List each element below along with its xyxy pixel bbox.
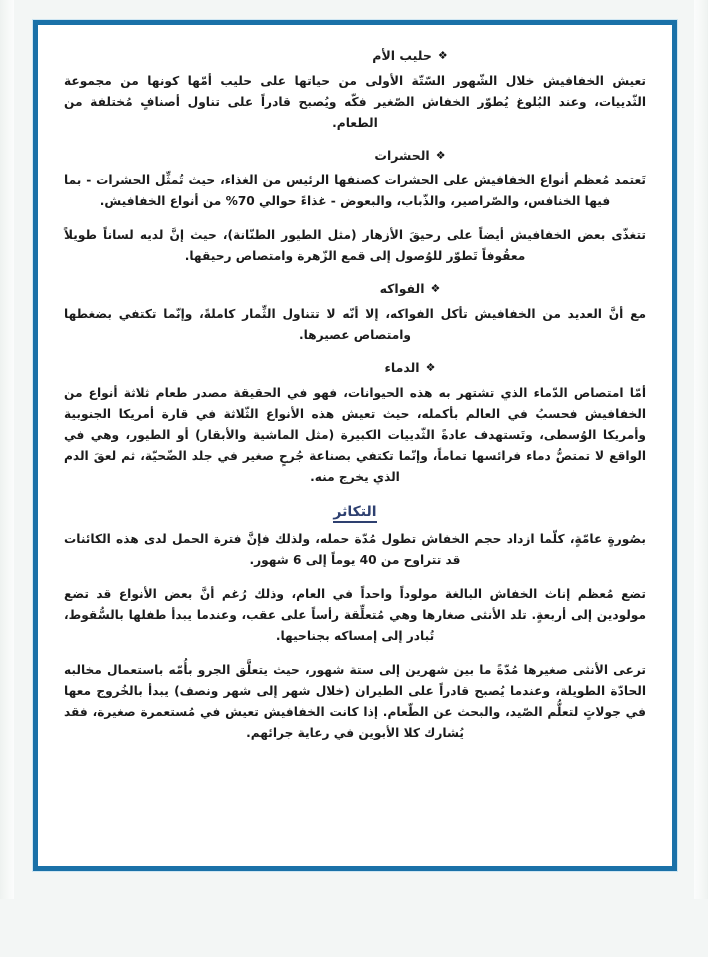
- paragraph-blood-1: أمّا امتصاص الدّماء الذي تشتهر به هذه الحيوانات، فهو في الحقيقة مصدر طعام ثلاثة أنواع من الخفافيش فحسبُ في العالم بأكمله، حيث تعيش هذه الأنواع الثّلاثة في قارة أمريكا الجنوبية وأمريكا الوُسطى، وتَستهدف عادةً الثّدييات الكبيرة (مثل الماشية والأبقار) أو الطيور، وهي في الواقع لا تمتصُّ دماء فرائسها تماماً، وإنّما تكتفي بصناعة جُرحٍ صغير في جلد الضّحيّة، ثم لعقَ الدم الذي يخرج منه.: [64, 385, 646, 484]
- paragraph-reproduction-3: ترعى الأنثى صغيرها مُدّةً ما بين شهرين إلى ستة شهور، حيث يتعلَّق الجرو بأُمّه باستعمال مخالبه الحادّة الطويلة، وعندما يُصبح قادراً على الطيران (خلال شهر إلى شهر ونصف) يبدأ بالخُروج معها في جولاتٍ لتعلُّم الصّيد، والبحث عن الطّعام. إذا كانت الخفافيش تعيش في مُستعمرة صغيرة، فقد يُشارك كلا الأبوين في رعاية جرائهم.: [64, 662, 646, 740]
- section-heading-reproduction: [64, 504, 646, 520]
- bullet-heading-label: حليب الأم: [372, 48, 432, 63]
- bullet-heading-blood: [64, 359, 646, 378]
- section-heading-reproduction-label: التكاثر: [333, 504, 376, 523]
- bullet-heading-fruits: [64, 280, 646, 299]
- bullet-heading-insects: [64, 147, 646, 166]
- document-sheet: [33, 20, 677, 871]
- paragraph-reproduction-2: تضع مُعظم إناث الخفاش البالغة مولوداً واحداً في العام، وذلك رُغم أنَّ بعض الأنواع قد تضع مولودين إلى أربعةٍ. تلد الأنثى صغارها وهي مُتعلِّقة رأساً على عقب، وعندما يبدأ طفلها بالسُّقوط، تُبادر إلى إمساكه بجناحيها.: [64, 586, 646, 643]
- page-edge-shadow-right: [694, 0, 708, 899]
- bullet-heading-label: الدماء: [384, 360, 420, 376]
- bullet-heading-label: الفواكه: [379, 281, 425, 297]
- bullet-heading-mothers-milk: [64, 47, 646, 66]
- document-content: [38, 25, 672, 866]
- diamond-bullet-icon: ❖: [437, 49, 448, 62]
- page-edge-shadow-left: [0, 0, 14, 899]
- paragraph-mothers-milk-1: تعيش الخفافيش خلال الشّهور السّتّة الأولى من حياتها على حليب أمّها كونها من مجموعة الثّدييات، وعند البُلوغ يُطوّر الخفاش الصّغير فكّه ويُصبح قادراً على تناول أصنافٍ مُختلفة من الطعام.: [64, 73, 646, 130]
- diamond-bullet-icon: ❖: [435, 148, 446, 162]
- bullet-heading-label: الحشرات: [374, 147, 430, 163]
- page-empty-space: [64, 757, 646, 957]
- diamond-bullet-icon: ❖: [430, 282, 441, 296]
- paragraph-fruits-1: مع أنَّ العديد من الخفافيش تأكل الفواكه، إلا أنّه لا تتناول الثِّمار كاملةً، وإنّما تكتفي بضغطها وامتصاص عصيرها.: [64, 307, 646, 343]
- paragraph-insects-1: تَعتمد مُعظم أنواع الخفافيش على الحشرات كصنفها الرئيس من الغذاء، حيث تُمثِّل الحشرات - بما فيها الخنافس، والصّراصير، والذّباب، والبعوض - غذاءً حوالي 70% من أنواع الخفافيش.: [64, 173, 646, 209]
- paragraph-insects-2: تتغذّى بعض الخفافيش أيضاً على رحيقَ الأزهار (مثل الطيور الطنّانة)، حيث إنَّ لديه لساناً طويلاً معقُوفاً تَطوّر للوُصول إلى قمع الزّهرة وامتصاص رحيقها.: [64, 228, 646, 264]
- diamond-bullet-icon: ❖: [425, 361, 436, 375]
- paragraph-reproduction-1: بصُورةٍ عامّةٍ، كلّما ازداد حجم الخفاش تطول مُدّة حمله، ولذلك فإنَّ فترة الحمل لدى هذه الكائنات قد تتراوح من 40 يوماً إلى 6 شهور.: [64, 531, 646, 567]
